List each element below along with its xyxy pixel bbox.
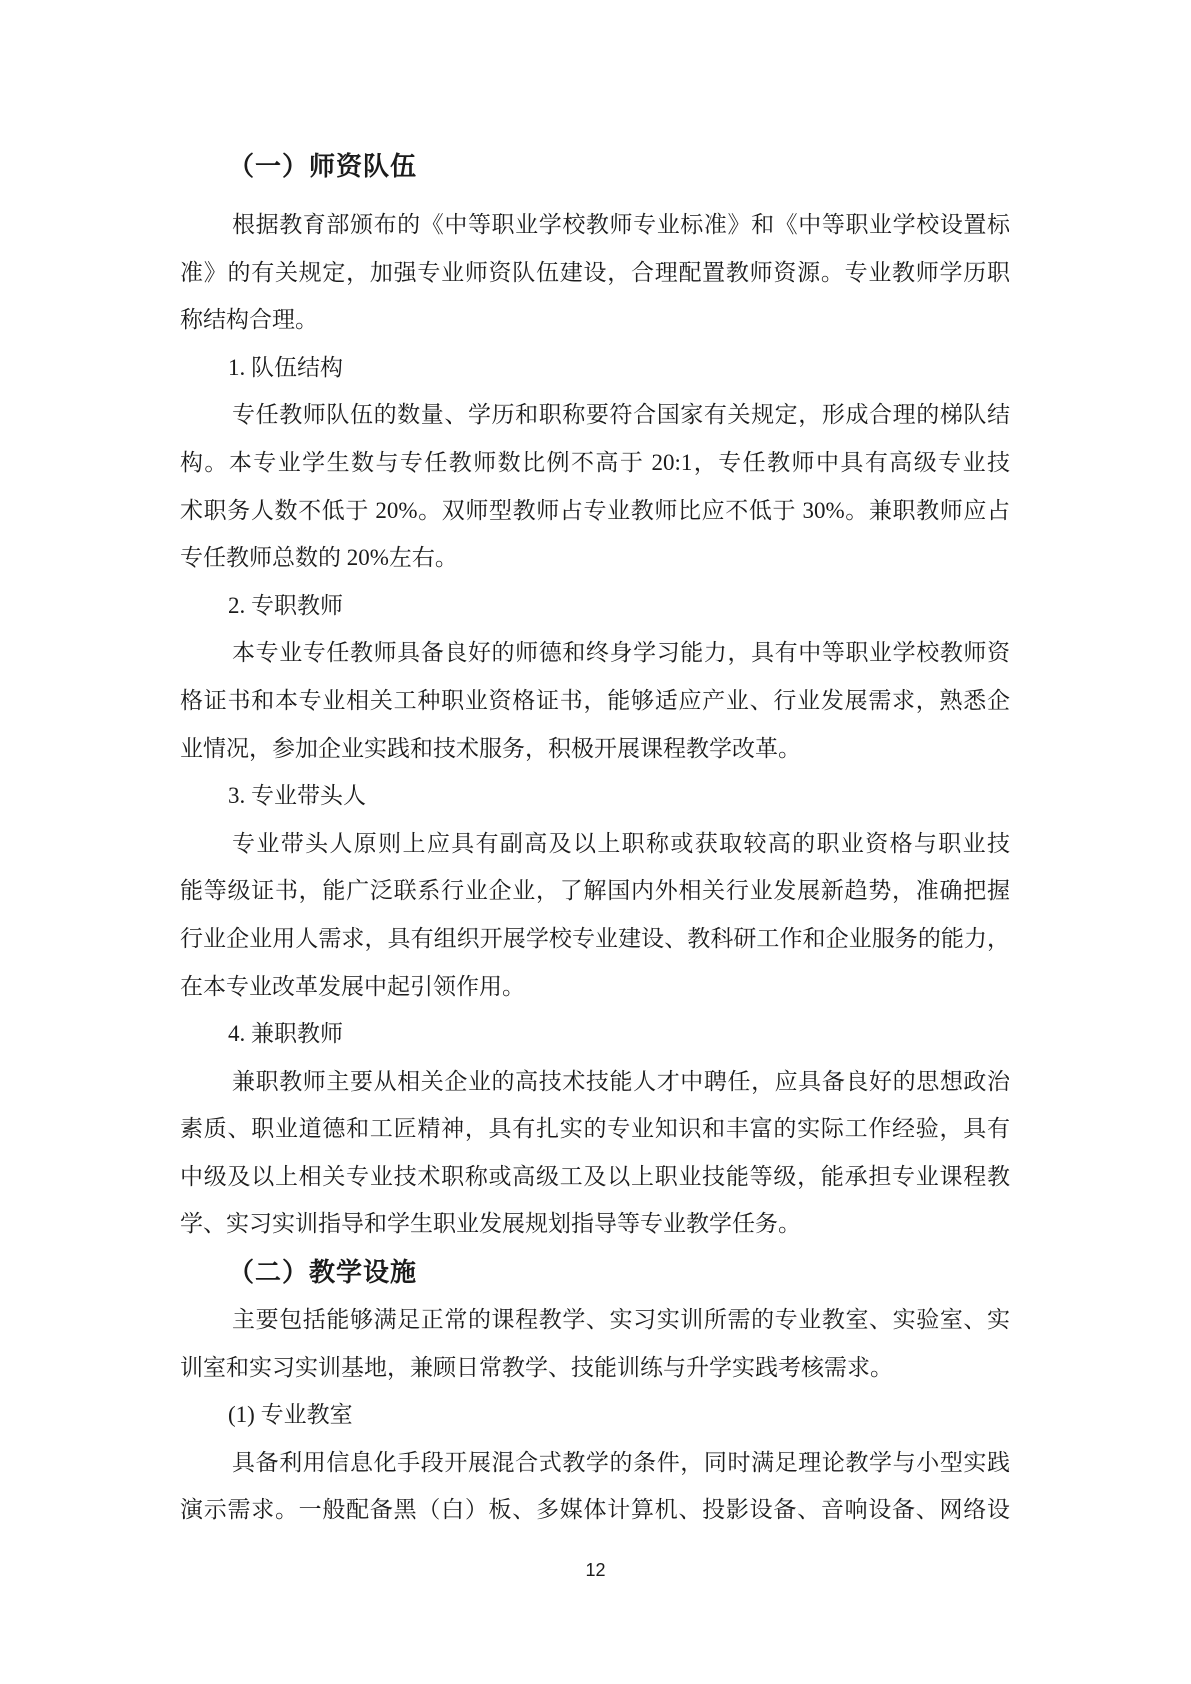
section-heading: （一）师资队伍: [228, 151, 418, 181]
subsection-heading: 2. 专职教师: [228, 592, 343, 618]
subsection-heading: 4. 兼职教师: [228, 1021, 343, 1047]
text-line: 具备利用信息化手段开展混合式教学的条件，同时满足理论教学与小型实践: [232, 1449, 1010, 1475]
paragraph: [180, 201, 1010, 344]
paragraph: [180, 629, 1010, 772]
text-line: 术职务人数不低于 20%。双师型教师占专业教师比应不低于 30%。兼职教师应占: [180, 497, 1010, 523]
text-line: 构。本专业学生数与专任教师数比例不高于 20:1，专任教师中具有高级专业技: [180, 449, 1010, 475]
text-line: 在本专业改革发展中起引领作用。: [180, 973, 525, 999]
text-line: 根据教育部颁布的《中等职业学校教师专业标准》和《中等职业学校设置标: [232, 212, 1010, 237]
text-line: 能等级证书，能广泛联系行业企业，了解国内外相关行业发展新趋势，准确把握: [180, 878, 1010, 904]
text-line: 专任教师总数的 20%左右。: [180, 545, 458, 571]
text-line: 中级及以上相关专业技术职称或高级工及以上职业技能等级，能承担专业课程教: [180, 1163, 1010, 1189]
subsection-heading: 1. 队伍结构: [228, 354, 343, 380]
text-line: 业情况，参加企业实践和技术服务，积极开展课程教学改革。: [180, 735, 801, 761]
section-heading: （二）教学设施: [228, 1257, 418, 1288]
page-number: 12: [585, 1560, 606, 1580]
text-line: 素质、职业道德和工匠精神，具有扎实的专业知识和丰富的实际工作经验，具有: [180, 1116, 1010, 1142]
text-line: 称结构合理。: [180, 307, 318, 333]
text-line: 学、实习实训指导和学生职业发展规划指导等专业教学任务。: [180, 1211, 801, 1237]
text-line: 行业企业用人需求，具有组织开展学校专业建设、教科研工作和企业服务的能力，: [180, 925, 1010, 951]
text-line: 准》的有关规定，加强专业师资队伍建设，合理配置教师资源。专业教师学历职: [180, 259, 1010, 285]
paragraph: [180, 1296, 1010, 1391]
page-footer: [0, 1558, 1191, 1582]
text-line: 专业带头人原则上应具有副高及以上职称或获取较高的职业资格与职业技: [232, 830, 1010, 856]
text-line: 主要包括能够满足正常的课程教学、实习实训所需的专业教室、实验室、实: [232, 1307, 1010, 1333]
document-body: [180, 142, 1010, 1534]
text-line: 本专业专任教师具备良好的师德和终身学习能力，具有中等职业学校教师资: [232, 640, 1010, 666]
paragraph: [180, 820, 1010, 1010]
text-line: 演示需求。一般配备黑（白）板、多媒体计算机、投影设备、音响设备、网络设: [180, 1497, 1010, 1523]
subsection-heading: (1) 专业教室: [228, 1402, 353, 1428]
paragraph: [180, 391, 1010, 581]
subsection-heading: 3. 专业带头人: [228, 783, 366, 809]
text-line: 格证书和本专业相关工种职业资格证书，能够适应产业、行业发展需求，熟悉企: [180, 687, 1010, 713]
text-line: 训室和实习实训基地，兼顾日常教学、技能训练与升学实践考核需求。: [180, 1354, 893, 1380]
paragraph: [180, 1058, 1010, 1248]
text-line: 兼职教师主要从相关企业的高技术技能人才中聘任，应具备良好的思想政治: [232, 1068, 1010, 1094]
text-line: 专任教师队伍的数量、学历和职称要符合国家有关规定，形成合理的梯队结: [232, 402, 1010, 428]
paragraph: [180, 1439, 1010, 1534]
